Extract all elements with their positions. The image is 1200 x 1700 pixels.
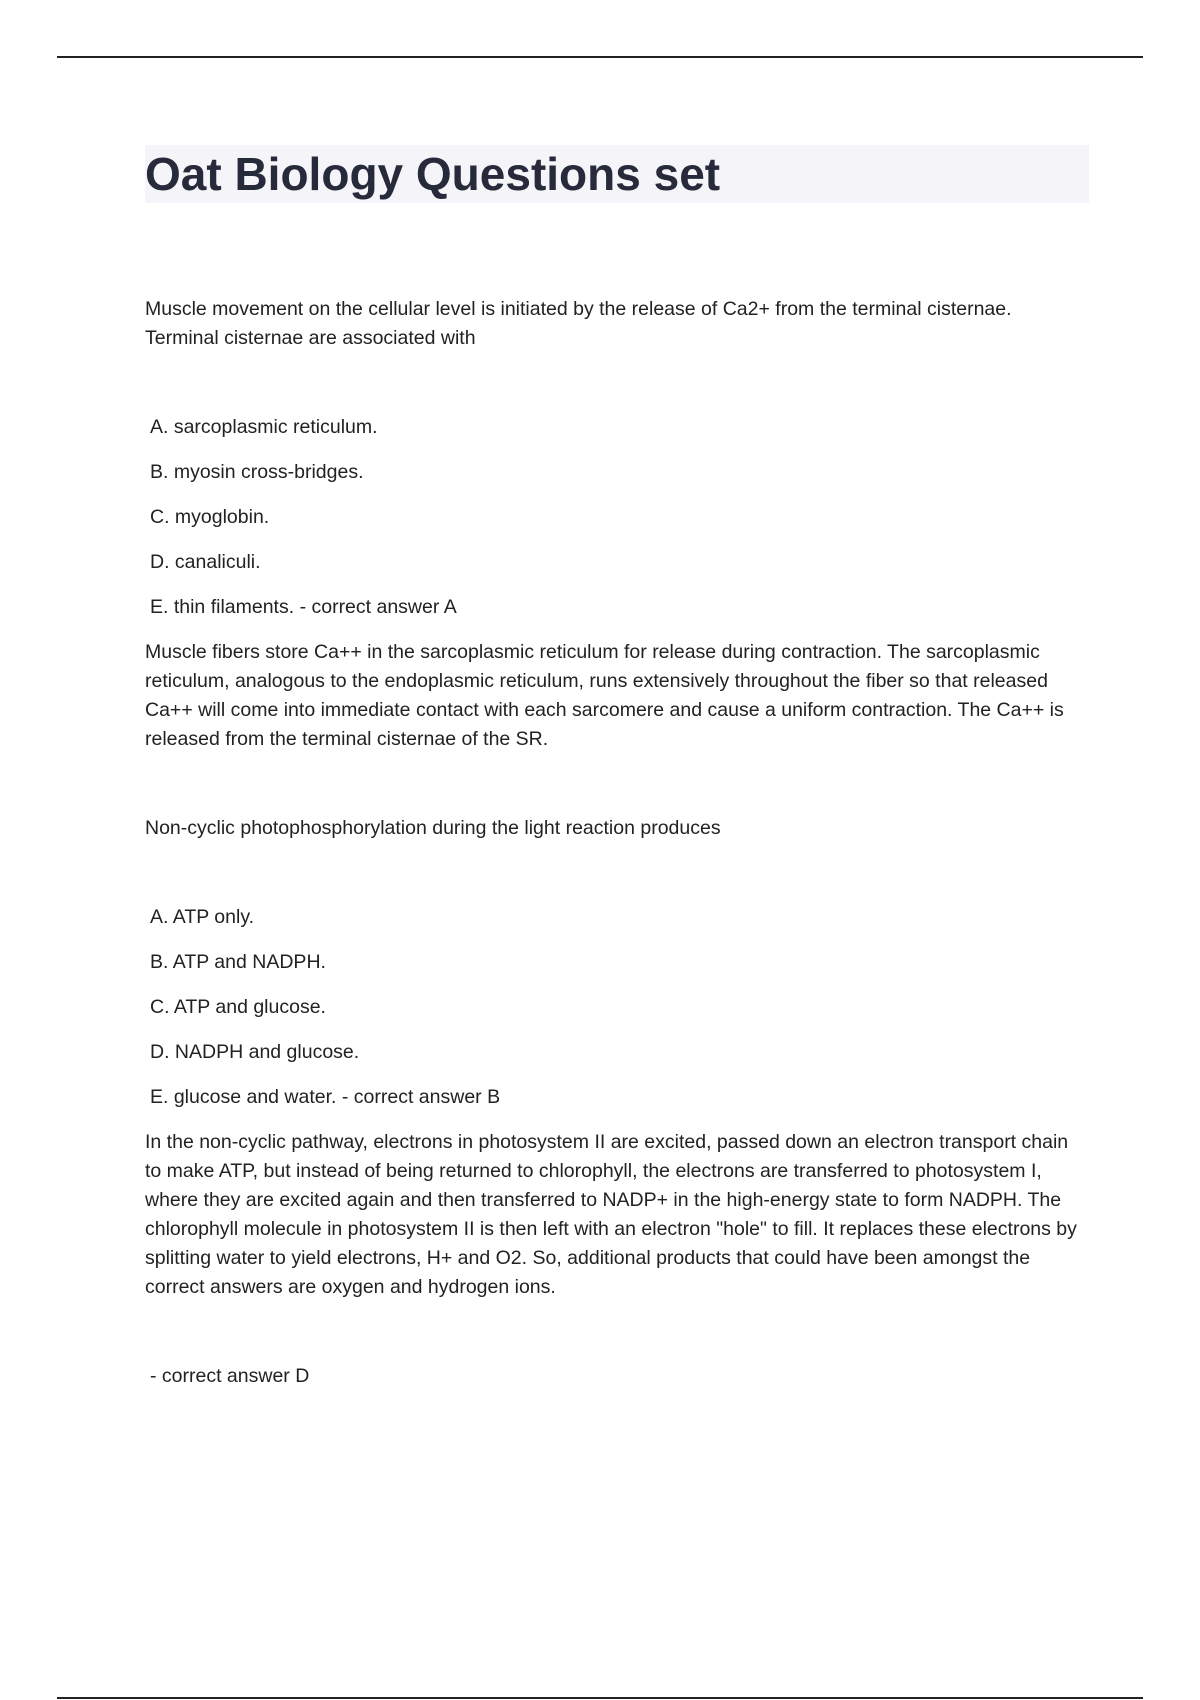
question-1-option-e: E. thin filaments. - correct answer A — [150, 596, 457, 618]
question-2-option-b: B. ATP and NADPH. — [150, 951, 326, 973]
question-2-option-e: E. glucose and water. - correct answer B — [150, 1086, 501, 1108]
header-rule — [57, 56, 1143, 58]
question-1-option-b: B. myosin cross-bridges. — [150, 461, 364, 483]
document-body — [145, 145, 1089, 1391]
question-1-option-a: A. sarcoplasmic reticulum. — [150, 416, 378, 438]
question-1-options — [145, 413, 1089, 622]
question-2-options — [145, 903, 1089, 1112]
question-2-option-a: A. ATP only. — [150, 906, 255, 928]
question-2-explanation: In the non-cyclic pathway, electrons in photosystem II are excited, passed down an electron transport chain to make ATP, but instead of being returned to chlorophyll, the electrons are transferred to photosystem I, where they are excited again and then transferred to NADP+ in the high-energy state to form NADPH. The chlorophyll molecule in photosystem II is then left with an electron "hole" to fill. It replaces these electrons by splitting water to yield electrons, H+ and O2. So, additional products that could have been amongst the correct answers are oxygen and hydrogen ions. — [145, 1131, 1077, 1298]
question-2-prompt: Non-cyclic photophosphorylation during the light reaction produces — [145, 817, 721, 839]
question-2-option-d: D. NADPH and glucose. — [150, 1041, 360, 1063]
title-band — [145, 145, 1089, 203]
question-1-explanation: Muscle fibers store Ca++ in the sarcoplasmic reticulum for release during contraction. The sarcoplasmic reticulum, analogous to the endoplasmic reticulum, runs extensively throughout the fiber so that released Ca++ will come into immediate contact with each sarcomere and cause a uniform contraction. The Ca++ is released from the terminal cisternae of the SR. — [145, 641, 1064, 750]
footer-rule — [57, 1697, 1143, 1699]
question-1-option-d: D. canaliculi. — [150, 551, 261, 573]
page-title: Oat Biology Questions set — [145, 148, 721, 200]
question-1-prompt: Muscle movement on the cellular level is initiated by the release of Ca2+ from the terminal cisternae. Terminal cisternae are associated with — [145, 298, 1012, 349]
question-2-option-c: C. ATP and glucose. — [150, 996, 326, 1018]
trailing-correct-answer: - correct answer D — [150, 1365, 310, 1387]
question-1-option-c: C. myoglobin. — [150, 506, 270, 528]
